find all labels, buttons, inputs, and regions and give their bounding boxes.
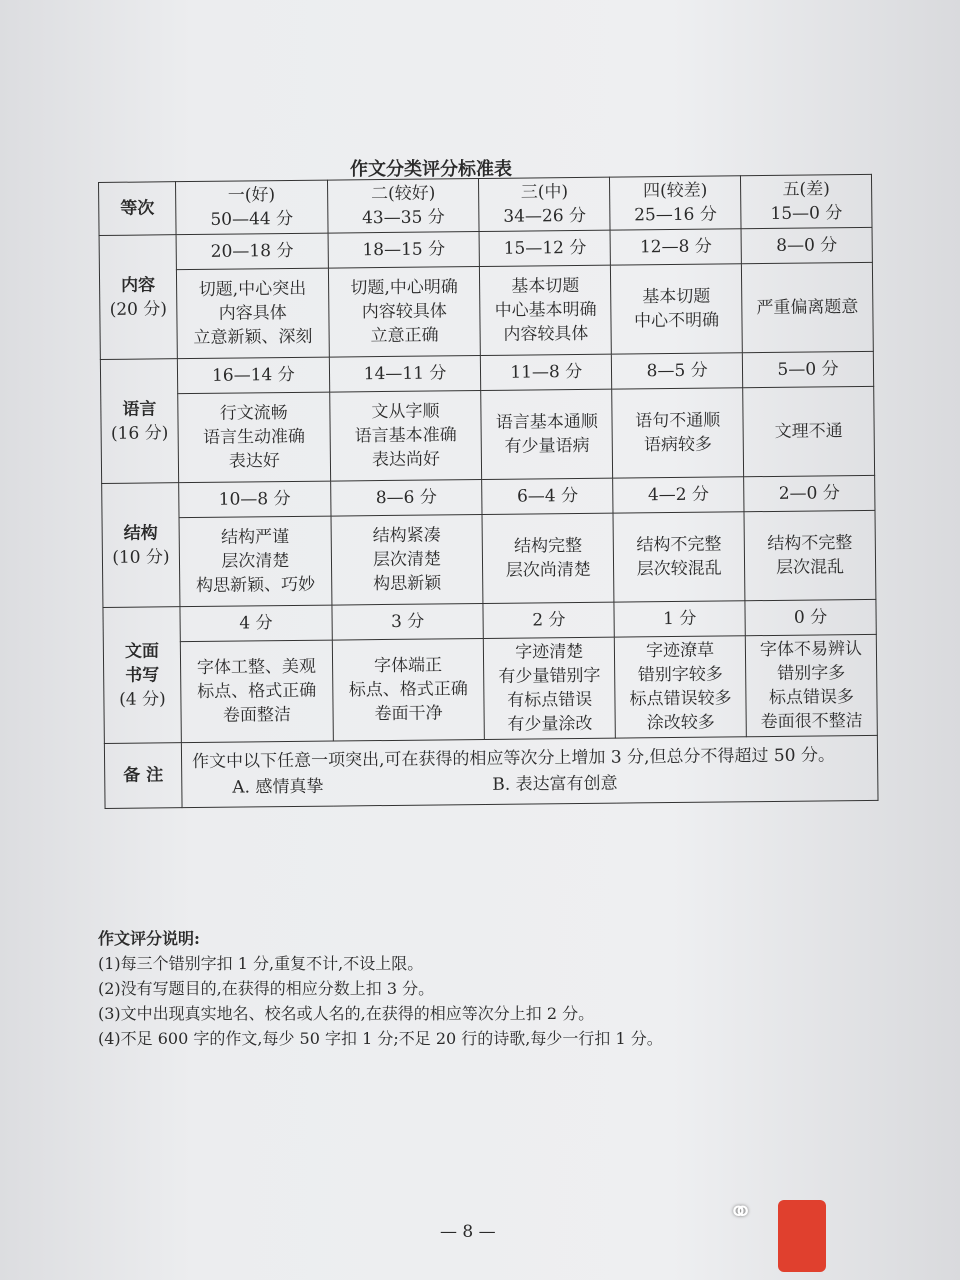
criterion-label: [103, 607, 181, 744]
note-item: (3)文中出现真实地名、校名或人名的,在获得的相应等次分上扣 2 分。: [98, 1004, 595, 1023]
score-cell: 2—0 分: [744, 475, 875, 511]
description-cell: 文理不通: [743, 386, 875, 476]
score-cell: 10—8 分: [179, 481, 331, 518]
grade-total: 50—44 分: [210, 208, 294, 230]
description-cell: 切题,中心明确 内容较具体 立意正确: [328, 267, 481, 358]
description-cell: 文从字顺 语言基本准确 表达尚好: [329, 391, 482, 482]
scoring-notes: [98, 926, 663, 1051]
grade-name: 一(好): [227, 185, 276, 206]
criterion-label: [100, 359, 178, 484]
score-cell: 5—0 分: [742, 351, 873, 387]
grade-name: 二(较好): [370, 183, 436, 205]
remark-option-b: B. 表达富有创意: [492, 773, 618, 795]
description-cell: 字体工整、美观 标点、格式正确 卷面整洁: [180, 640, 333, 743]
note-item: (4)不足 600 字的作文,每少 50 字扣 1 分;不足 20 行的诗歌,每少一行扣 1 分。: [98, 1029, 663, 1048]
watermark-logo: [770, 1190, 955, 1280]
grade-label: 等次: [99, 182, 177, 236]
description-row: [99, 262, 873, 359]
grade-header-row: [99, 174, 873, 235]
score-cell: 8—5 分: [612, 353, 743, 389]
score-cell: 20—18 分: [176, 233, 328, 270]
score-cell: 8—6 分: [330, 479, 482, 516]
criterion-points: (16 分): [110, 422, 169, 444]
description-cell: 字迹清楚 有少量错别字 有标点错误 有少量涂改: [484, 637, 616, 739]
description-cell: 结构严谨 层次清楚 构思新颖、巧妙: [179, 516, 332, 607]
score-cell: 2 分: [483, 602, 614, 638]
grade-name: 三(中): [520, 182, 569, 203]
description-cell: 结构不完整 层次较混乱: [613, 512, 745, 602]
description-cell: 字迹潦草 错别字较多 标点错误较多 涂改较多: [614, 636, 746, 738]
criterion-points: (20 分): [109, 298, 168, 320]
criterion-points: (10 分): [112, 546, 170, 568]
score-cell: 0 分: [745, 599, 876, 635]
grade-header-cell: [610, 176, 741, 230]
page-number: — 8 —: [440, 1222, 496, 1242]
score-cell: 3 分: [332, 603, 484, 640]
grade-total: 43—35 分: [361, 207, 445, 229]
wechat-icon: ⚭: [728, 1195, 754, 1230]
remark-option-a: A. 感情真挚: [232, 776, 324, 798]
logo-icon: [778, 1200, 826, 1272]
description-cell: 结构紧凑 层次清楚 构思新颖: [331, 514, 484, 605]
description-cell: 切题,中心突出 内容具体 立意新颖、深刻: [176, 268, 329, 359]
grade-header-cell: [327, 179, 479, 234]
score-cell: 4 分: [180, 605, 332, 642]
table-title: 作文分类评分标准表: [350, 159, 512, 180]
score-cell: 12—8 分: [610, 229, 741, 265]
score-cell: 18—15 分: [328, 232, 480, 269]
remark-row: [104, 735, 878, 808]
description-cell: 语言基本通顺 有少量语病: [481, 389, 613, 479]
criterion-points: (4 分): [119, 688, 166, 710]
description-cell: 严重偏离题意: [741, 262, 873, 352]
note-item: (1)每三个错别字扣 1 分,重复不计,不设上限。: [98, 954, 424, 973]
score-cell: 16—14 分: [177, 357, 329, 394]
description-row: [101, 386, 875, 483]
criterion-name: 内容: [120, 274, 156, 296]
description-row: [103, 634, 877, 743]
description-cell: 基本切题 中心基本明确 内容较具体: [480, 265, 612, 355]
description-cell: 字体端正 标点、格式正确 卷面干净: [332, 638, 485, 741]
grade-name: 四(较差): [643, 180, 708, 202]
score-cell: 14—11 分: [329, 356, 481, 393]
description-cell: 字体不易辨认 错别字多 标点错误多 卷面很不整洁: [745, 634, 877, 736]
score-cell: 15—12 分: [479, 230, 610, 266]
grade-total: 34—26 分: [503, 205, 587, 227]
criterion-name: 语言: [122, 398, 157, 420]
description-cell: 结构完整 层次尚清楚: [482, 513, 614, 603]
grade-header-cell: [176, 180, 328, 235]
score-cell: 4—2 分: [613, 477, 744, 513]
remark-content: [181, 735, 878, 807]
grade-header-cell: [479, 177, 610, 231]
score-cell: 11—8 分: [481, 354, 612, 390]
description-cell: 行文流畅 语言生动准确 表达好: [178, 392, 331, 483]
description-row: [102, 510, 876, 607]
criterion-label: [99, 235, 177, 360]
remark-text: 作文中以下任意一项突出,可在获得的相应等次分上增加 3 分,但总分不得超过 50 分。: [191, 745, 836, 773]
score-cell: 6—4 分: [482, 478, 613, 514]
description-cell: 基本切题 中心不明确: [611, 264, 743, 354]
grade-total: 15—0 分: [770, 203, 843, 224]
score-cell: 8—0 分: [741, 227, 872, 263]
grade-total: 25—16 分: [634, 204, 717, 226]
grade-name: 五(差): [782, 179, 830, 200]
scoring-table: [98, 174, 879, 809]
criterion-name: 结构: [123, 522, 158, 544]
note-item: (2)没有写题目的,在获得的相应分数上扣 3 分。: [98, 979, 435, 998]
description-cell: 结构不完整 层次混乱: [744, 510, 876, 600]
remark-label: 备 注: [104, 743, 182, 809]
criterion-label: [102, 483, 180, 608]
criterion-name: 文面 书写: [124, 640, 160, 686]
grade-header-cell: [741, 174, 872, 228]
description-cell: 语句不通顺 语病较多: [612, 388, 744, 478]
score-cell: 1 分: [614, 601, 745, 637]
notes-heading: 作文评分说明:: [98, 929, 200, 948]
